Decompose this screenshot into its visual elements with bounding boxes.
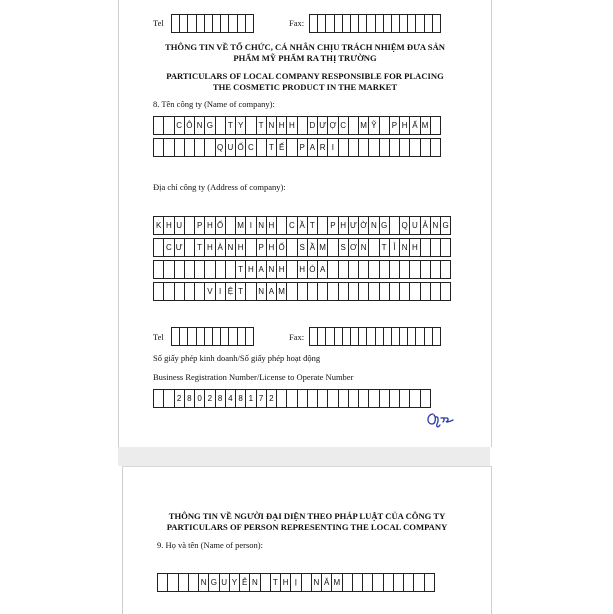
form-char-box[interactable]: Ễ: [239, 573, 250, 592]
form-char-box[interactable]: H: [266, 216, 277, 235]
form-char-box[interactable]: Ệ: [225, 282, 236, 301]
form-char-box[interactable]: Ố: [235, 138, 246, 157]
form-char-box[interactable]: Y: [235, 116, 246, 135]
form-char-box[interactable]: Ư: [348, 216, 359, 235]
form-char-box[interactable]: P: [389, 116, 400, 135]
form-char-box[interactable]: M: [276, 282, 287, 301]
form-char-box[interactable]: [245, 14, 254, 33]
form-char-box[interactable]: H: [297, 260, 308, 279]
form-char-box[interactable]: 8: [184, 389, 195, 408]
form-char-box[interactable]: Q: [215, 138, 226, 157]
form-char-box[interactable]: N: [358, 238, 369, 257]
form-char-box[interactable]: A: [307, 138, 318, 157]
person-name-label: 9. Họ và tên (Name of person):: [157, 540, 263, 550]
form-char-box[interactable]: G: [208, 573, 219, 592]
form-char-box[interactable]: H: [409, 238, 420, 257]
form-char-box[interactable]: Ẩ: [409, 116, 420, 135]
address-row-1[interactable]: [153, 216, 450, 235]
form-char-box[interactable]: 2: [204, 389, 215, 408]
form-char-box[interactable]: C: [338, 116, 349, 135]
form-char-box[interactable]: H: [286, 116, 297, 135]
form-char-box[interactable]: Ả: [420, 216, 431, 235]
form-char-box[interactable]: 2: [174, 389, 185, 408]
form-char-box[interactable]: Ư: [174, 238, 185, 257]
form-char-box[interactable]: A: [317, 260, 328, 279]
form-char-box[interactable]: 1: [245, 389, 256, 408]
heading-en-line2: THE COSMETIC PRODUCT IN THE MARKET: [212, 82, 398, 92]
form-char-box[interactable]: K: [153, 216, 164, 235]
form-char-box[interactable]: [432, 14, 441, 33]
form-char-box[interactable]: 7: [256, 389, 267, 408]
form-char-box[interactable]: N: [194, 116, 205, 135]
form-char-box[interactable]: H: [276, 260, 287, 279]
fax-label: Fax:: [289, 18, 305, 28]
form-char-box[interactable]: N: [266, 116, 277, 135]
form-char-box[interactable]: T: [225, 116, 236, 135]
form-char-box[interactable]: S: [338, 238, 349, 257]
form-char-box[interactable]: [440, 260, 451, 279]
form-char-box[interactable]: C: [286, 216, 297, 235]
form-char-box[interactable]: H: [204, 216, 215, 235]
form-char-box[interactable]: Ế: [276, 138, 287, 157]
heading-vi-line2: PHẨM MỸ PHẨM RA THỊ TRƯỜNG: [233, 53, 377, 63]
form-char-box[interactable]: M: [358, 116, 369, 135]
form-char-box[interactable]: Ó: [307, 260, 318, 279]
form-char-box[interactable]: C: [163, 238, 174, 257]
form-char-box[interactable]: N: [249, 573, 260, 592]
form-char-box[interactable]: I: [215, 282, 226, 301]
form-char-box[interactable]: I: [245, 216, 256, 235]
license-label-en: Business Registration Number/License to Operate Number: [153, 372, 354, 382]
form-char-box[interactable]: N: [225, 238, 236, 257]
company-name-row-1[interactable]: [153, 116, 440, 135]
form-char-box[interactable]: H: [245, 260, 256, 279]
form-char-box[interactable]: [440, 238, 451, 257]
form-char-box[interactable]: M: [317, 238, 328, 257]
fax2-label: Fax:: [289, 332, 305, 342]
form-char-box[interactable]: N: [311, 573, 322, 592]
form-char-box[interactable]: Ố: [276, 238, 287, 257]
form-char-box[interactable]: T: [235, 260, 246, 279]
form-char-box[interactable]: N: [368, 216, 379, 235]
form-page-2: [122, 466, 492, 614]
form-char-box[interactable]: T: [266, 138, 277, 157]
form-char-box[interactable]: T: [270, 573, 281, 592]
form-char-box[interactable]: V: [204, 282, 215, 301]
form-char-box[interactable]: [245, 327, 254, 346]
tel-boxes[interactable]: [171, 14, 253, 33]
form-char-box[interactable]: 8: [215, 389, 226, 408]
form-char-box[interactable]: [430, 138, 441, 157]
form-char-box[interactable]: S: [297, 238, 308, 257]
form-char-box[interactable]: U: [409, 216, 420, 235]
form-char-box[interactable]: H: [204, 238, 215, 257]
form-char-box[interactable]: P: [327, 216, 338, 235]
form-char-box[interactable]: N: [256, 216, 267, 235]
form-char-box[interactable]: H: [280, 573, 291, 592]
form-char-box[interactable]: U: [225, 138, 236, 157]
form-char-box[interactable]: G: [440, 216, 451, 235]
form-char-box[interactable]: Ô: [184, 116, 195, 135]
fax2-boxes[interactable]: [309, 327, 440, 346]
company-name-label: 8. Tên công ty (Name of company):: [153, 99, 275, 109]
form-char-box[interactable]: T: [194, 238, 205, 257]
form-char-box[interactable]: U: [219, 573, 230, 592]
form-char-box[interactable]: P: [194, 216, 205, 235]
form-char-box[interactable]: P: [256, 238, 267, 257]
form-char-box[interactable]: 0: [194, 389, 205, 408]
address-row-4[interactable]: [153, 282, 450, 301]
form-char-box[interactable]: Ầ: [307, 238, 318, 257]
form-char-box[interactable]: N: [430, 216, 441, 235]
heading-vi-line1: THÔNG TIN VỀ TỔ CHỨC, CÁ NHÂN CHỊU TRÁCH NHIỆM ĐƯA SẢN: [165, 42, 445, 52]
form-char-box[interactable]: 8: [235, 389, 246, 408]
form-char-box[interactable]: G: [379, 216, 390, 235]
license-number-row[interactable]: [153, 389, 430, 408]
form-char-box[interactable]: H: [235, 238, 246, 257]
representative-heading-vi: THÔNG TIN VỀ NGƯỜI ĐẠI DIỆN THEO PHÁP LUẬT CỦA CÔNG TY: [168, 511, 446, 521]
form-char-box[interactable]: R: [317, 138, 328, 157]
form-char-box[interactable]: Ờ: [358, 216, 369, 235]
form-char-box[interactable]: T: [379, 238, 390, 257]
form-char-box[interactable]: T: [235, 282, 246, 301]
tel2-boxes[interactable]: [171, 327, 253, 346]
form-char-box[interactable]: C: [245, 138, 256, 157]
form-char-box[interactable]: Ầ: [297, 216, 308, 235]
form-page-1: [118, 0, 492, 447]
tel-label: Tel: [153, 18, 164, 28]
form-char-box[interactable]: À: [215, 238, 226, 257]
form-char-box[interactable]: I: [327, 138, 338, 157]
form-char-box[interactable]: H: [338, 216, 349, 235]
form-char-box[interactable]: N: [256, 282, 267, 301]
form-char-box[interactable]: Ư: [317, 116, 328, 135]
form-char-box[interactable]: T: [256, 116, 267, 135]
form-char-box[interactable]: Y: [229, 573, 240, 592]
signature-initials: [425, 408, 455, 430]
form-char-box[interactable]: Ỹ: [368, 116, 379, 135]
form-char-box[interactable]: H: [276, 116, 287, 135]
fax-boxes[interactable]: [309, 14, 440, 33]
form-char-box[interactable]: P: [297, 138, 308, 157]
form-char-box[interactable]: [430, 116, 441, 135]
form-char-box[interactable]: A: [256, 260, 267, 279]
form-char-box[interactable]: M: [235, 216, 246, 235]
form-char-box[interactable]: Ỉ: [389, 238, 400, 257]
person-name-row[interactable]: [157, 573, 434, 592]
form-char-box[interactable]: H: [399, 116, 410, 135]
form-char-box[interactable]: Ơ: [348, 238, 359, 257]
form-char-box[interactable]: M: [420, 116, 431, 135]
address-row-3[interactable]: [153, 260, 450, 279]
form-char-box[interactable]: T: [307, 216, 318, 235]
form-char-box[interactable]: U: [174, 216, 185, 235]
form-char-box[interactable]: 4: [225, 389, 236, 408]
tel2-label: Tel: [153, 332, 164, 342]
form-char-box[interactable]: G: [204, 116, 215, 135]
form-char-box[interactable]: Ố: [215, 216, 226, 235]
representative-heading-en: PARTICULARS OF PERSON REPRESENTING THE LOCAL COMPANY: [166, 522, 448, 532]
form-char-box[interactable]: Ợ: [327, 116, 338, 135]
form-char-box[interactable]: M: [331, 573, 342, 592]
form-char-box[interactable]: D: [307, 116, 318, 135]
license-label-vi: Số giấy phép kinh doanh/Số giấy phép hoạt động: [153, 353, 321, 363]
page-separator: [118, 447, 490, 466]
address-row-2[interactable]: [153, 238, 450, 257]
form-char-box[interactable]: [424, 573, 435, 592]
form-char-box[interactable]: N: [399, 238, 410, 257]
form-char-box[interactable]: N: [266, 260, 277, 279]
company-name-row-2[interactable]: [153, 138, 440, 157]
form-char-box[interactable]: Q: [399, 216, 410, 235]
form-char-box[interactable]: H: [266, 238, 277, 257]
form-char-box[interactable]: Ị: [290, 573, 301, 592]
form-char-box[interactable]: 2: [266, 389, 277, 408]
company-address-label: Địa chỉ công ty (Address of company):: [153, 182, 286, 192]
form-char-box[interactable]: Ă: [321, 573, 332, 592]
form-char-box[interactable]: [432, 327, 441, 346]
form-char-box[interactable]: N: [198, 573, 209, 592]
form-char-box[interactable]: A: [266, 282, 277, 301]
heading-en-line1: PARTICULARS OF LOCAL COMPANY RESPONSIBLE FOR PLACING: [166, 71, 444, 81]
form-char-box[interactable]: [420, 389, 431, 408]
form-char-box[interactable]: H: [163, 216, 174, 235]
form-char-box[interactable]: C: [174, 116, 185, 135]
form-char-box[interactable]: [440, 282, 451, 301]
